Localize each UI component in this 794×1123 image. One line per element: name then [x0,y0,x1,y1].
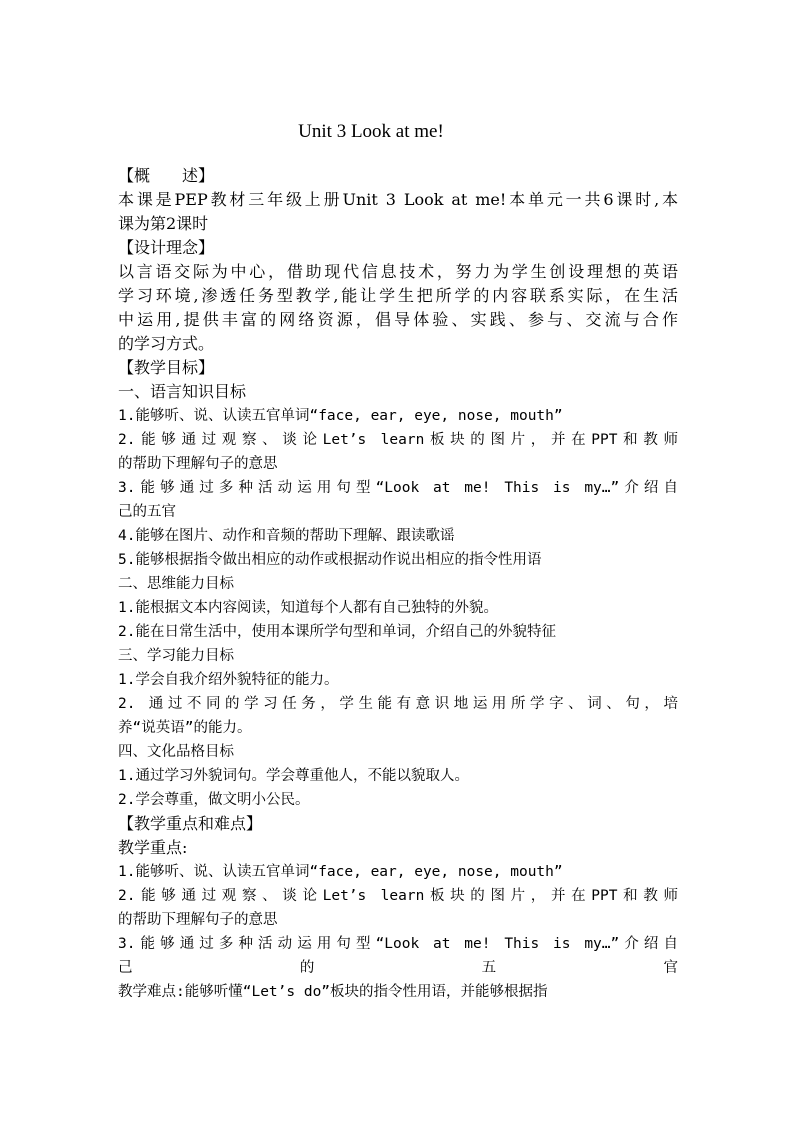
text-line: 1.通过学习外貌词句。学会尊重他人，不能以貌取人。 [118,768,469,784]
text-line: 2. 通过不同的学习任务，学生能有意识地运用所学字、词、句，培 [118,696,678,712]
text-line: 教学难点:能够听懂“Let’s do”板块的指令性用语，并能够根据指 [118,984,548,1000]
text-line: 4.能够在图片、动作和音频的帮助下理解、跟读歌谣 [118,528,455,544]
text-line: 本课是PEP教材三年级上册Unit 3 Look at me!本单元一共6课时,本 [118,190,678,209]
section-heading: 【设计理念】 [118,238,215,257]
text-line: 二、思维能力目标 [118,576,234,592]
text-line: 教学重点: [118,838,188,857]
text-line: 1.学会自我介绍外貌特征的能力。 [118,672,339,688]
text-line: 1.能够听、说、认读五官单词“face, ear, eye, nose, mouth” [118,408,563,424]
text-line: 中运用,提供丰富的网络资源，倡导体验、实践、参与、交流与合作 [118,310,678,329]
section-heading: 【教学重点和难点】 [118,814,263,833]
page-title: Unit 3 Look at me! [298,121,444,142]
text-line: 的学习方式。 [118,334,215,353]
text-line: 养“说英语”的能力。 [118,720,252,736]
text-line: 以言语交际为中心，借助现代信息技术，努力为学生创设理想的英语 [118,262,678,281]
text-line: 2.学会尊重，做文明小公民。 [118,792,310,808]
text-line: 1.能根据文本内容阅读，知道每个人都有自己独特的外貌。 [118,600,498,616]
text-line: 2.能够通过观察、谈论Let’s learn板块的图片，并在PPT和教师 [118,888,678,904]
text-line: 2.能在日常生活中，使用本课所学句型和单词，介绍自己的外貌特征 [118,624,556,640]
text-line: 3.能够通过多种活动运用句型“Look at me! This is my…”介绍自 [118,936,678,952]
text-line: 学习环境,渗透任务型教学,能让学生把所学的内容联系实际，在生活 [118,286,678,305]
document-body [118,164,678,1004]
text-line: 三、学习能力目标 [118,648,234,664]
text-line: 课为第2课时 [118,214,209,233]
text-line: 己的五官 [118,504,176,520]
text-line: 一、语言知识目标 [118,382,247,401]
text-line: 2.能够通过观察、谈论Let’s learn板块的图片，并在PPT和教师 [118,432,678,448]
text-line: 四、文化品格目标 [118,744,234,760]
section-heading: 【教学目标】 [118,358,215,377]
text-line: 1.能够听、说、认读五官单词“face, ear, eye, nose, mouth” [118,864,563,880]
text-line: 的帮助下理解句子的意思 [118,456,278,472]
section-heading: 【概 述】 [118,166,215,185]
text-line: 的帮助下理解句子的意思 [118,912,278,928]
text-line: 3.能够通过多种活动运用句型“Look at me! This is my…”介绍自 [118,480,678,496]
text-line: 5.能够根据指令做出相应的动作或根据动作说出相应的指令性用语 [118,552,542,568]
text-line: 己的五官 [118,960,678,976]
